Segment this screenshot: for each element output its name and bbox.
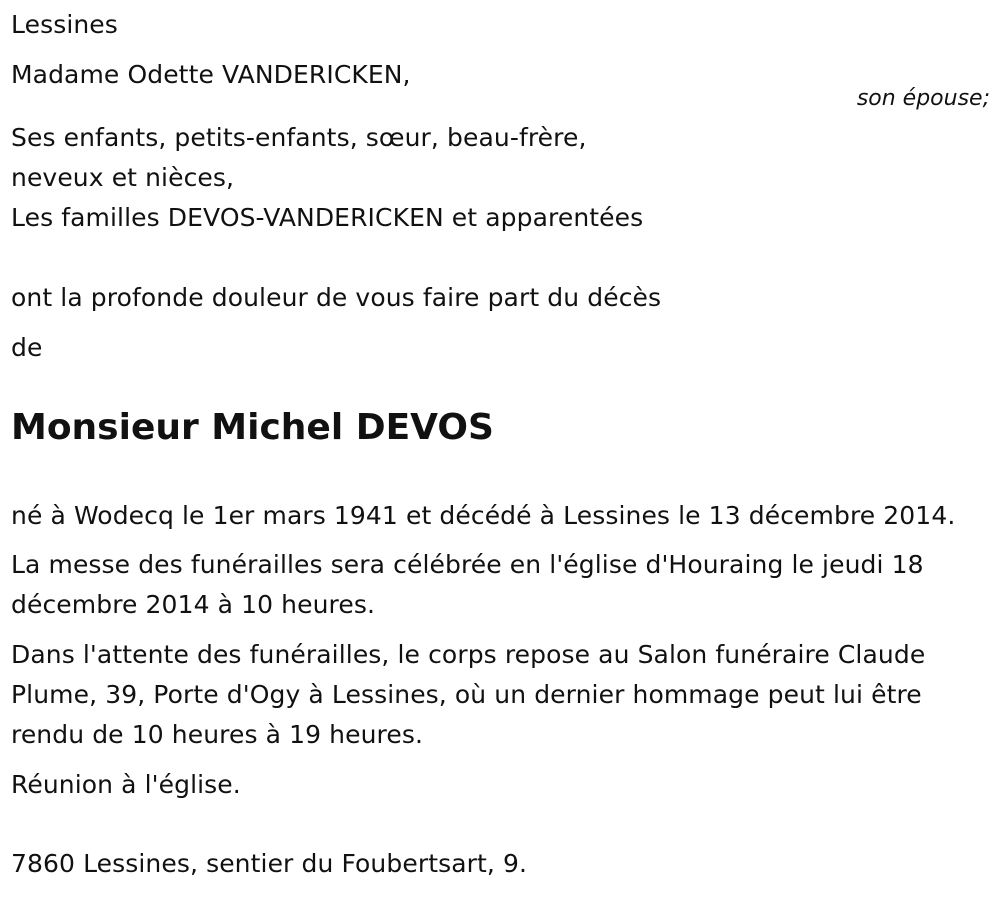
birth-death-line: né à Wodecq le 1er mars 1941 et décédé à Lessines le 13 décembre 2014. (11, 501, 956, 530)
funeral-line-2: décembre 2014 à 10 heures. (11, 590, 376, 619)
rest-line-1: Dans l'attente des funérailles, le corps repose au Salon funéraire Claude (11, 640, 926, 669)
address-line: 7860 Lessines, sentier du Foubertsart, 9. (11, 849, 528, 878)
family-line-3: Les familles DEVOS-VANDERICKEN et apparentées (11, 203, 644, 232)
rest-line-3: rendu de 10 heures à 19 heures. (11, 720, 423, 749)
deceased-name: Monsieur Michel DEVOS (11, 407, 494, 448)
announcement-line-1: ont la profonde douleur de vous faire part du décès (11, 283, 662, 312)
spouse-name: Madame Odette VANDERICKEN, (11, 60, 411, 89)
place-name: Lessines (11, 10, 118, 39)
spouse-role: son épouse; (856, 86, 990, 111)
family-line-1: Ses enfants, petits-enfants, sœur, beau-frère, (11, 123, 587, 152)
funeral-line-1: La messe des funérailles sera célébrée en l'église d'Houraing le jeudi 18 (11, 550, 924, 579)
family-line-2: neveux et nièces, (11, 163, 235, 192)
gathering-line: Réunion à l'église. (11, 770, 241, 799)
rest-line-2: Plume, 39, Porte d'Ogy à Lessines, où un dernier hommage peut lui être (11, 680, 922, 709)
announcement-line-2: de (11, 333, 43, 362)
